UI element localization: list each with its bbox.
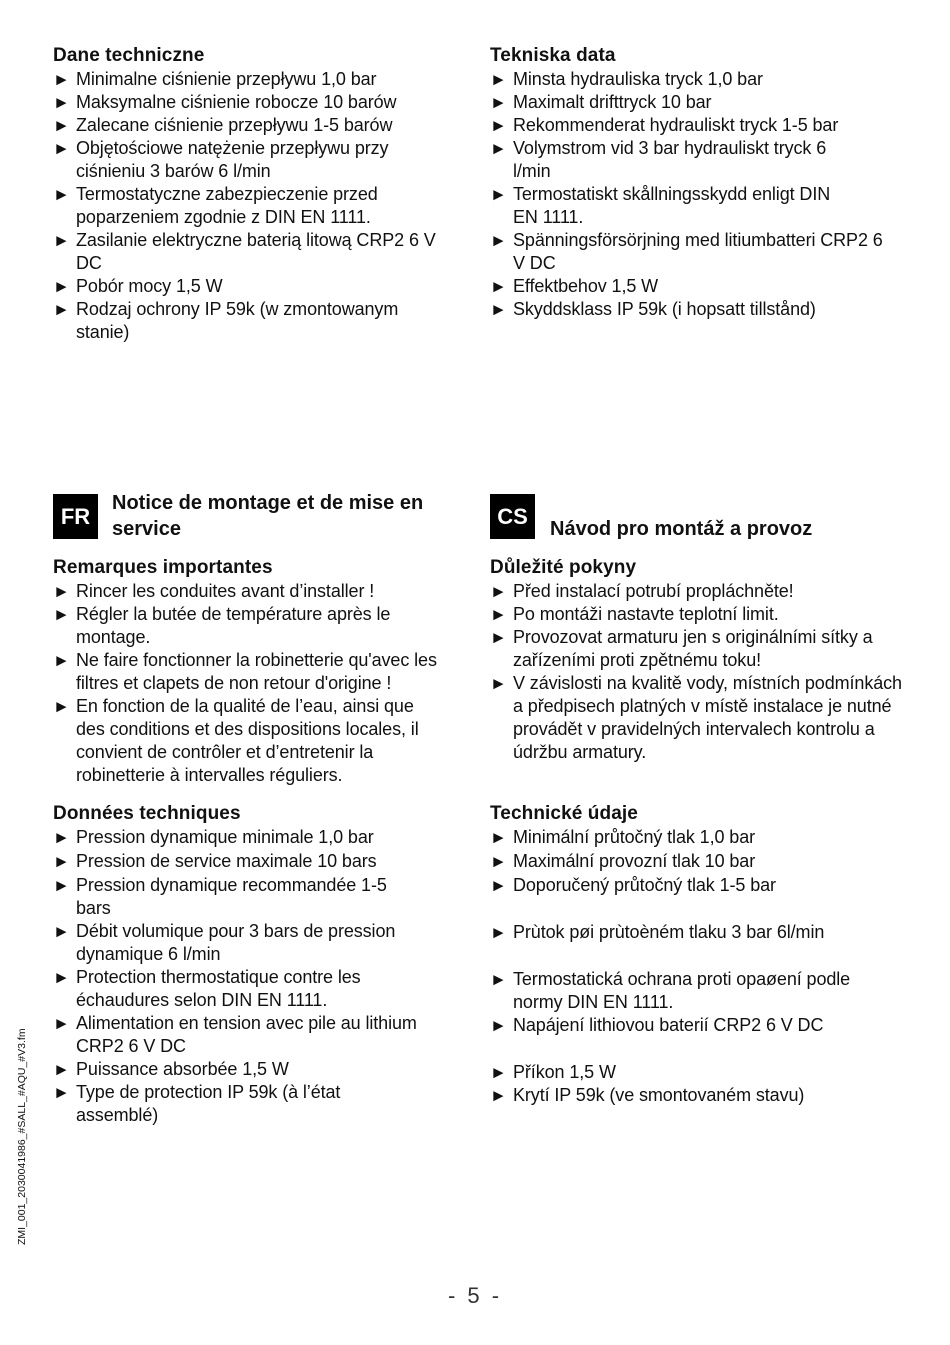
cs-tech-heading: Technické údaje — [490, 803, 638, 824]
list-item: ► Alimentation en tension avec pile au lithium CRP2 6 V DC — [53, 1012, 453, 1058]
pl-technical-data — [53, 44, 448, 344]
list-item: ► Zalecane ciśnienie przepływu 1-5 barów — [53, 114, 448, 137]
sv-tech-heading: Tekniska data — [490, 45, 616, 66]
list-item: ► Krytí IP 59k (ve smontovaném stavu) — [490, 1084, 890, 1107]
cs-important-notes — [490, 556, 902, 764]
fr-notes-heading: Remarques importantes — [53, 557, 273, 578]
list-item: ► Maksymalne ciśnienie robocze 10 barów — [53, 91, 448, 114]
list-item: ► Pression dynamique minimale 1,0 bar — [53, 826, 453, 849]
list-item: ► Skyddsklass IP 59k (i hopsatt tillstånd) — [490, 298, 890, 321]
list-item: ► Maximalt drifttryck 10 bar — [490, 91, 890, 114]
cs-notes-heading: Důležité pokyny — [490, 557, 637, 578]
list-item: ► Pobór mocy 1,5 W — [53, 275, 448, 298]
cs-language-badge: CS — [490, 494, 535, 539]
cs-section-title: Návod pro montáž a provoz — [550, 518, 813, 540]
pl-tech-heading: Dane techniczne — [53, 45, 205, 66]
list-item: ► Volymstrom vid 3 bar hydrauliskt tryck 6 l/min — [490, 137, 858, 183]
list-item: ► Minimální průtočný tlak 1,0 bar — [490, 826, 890, 849]
list-item: ► Type de protection IP 59k (à l’état assemblé) — [53, 1081, 406, 1127]
fr-important-notes — [53, 556, 453, 787]
list-item: ► Rodzaj ochrony IP 59k (w zmontowanym stanie) — [53, 298, 448, 344]
list-item: ► Prùtok pøi prùtoèném tlaku 3 bar 6l/min — [490, 921, 890, 944]
list-item: ► Protection thermostatique contre les échaudures selon DIN EN 1111. — [53, 966, 421, 1012]
list-item: ► Příkon 1,5 W — [490, 1061, 890, 1084]
list-item: ► Puissance absorbée 1,5 W — [53, 1058, 453, 1081]
list-item: ► Rekommenderat hydrauliskt tryck 1-5 bar — [490, 114, 890, 137]
list-item: ► Maximální provozní tlak 10 bar — [490, 850, 890, 873]
cs-technical-data — [490, 802, 890, 1107]
list-item: ► En fonction de la qualité de l’eau, ainsi que des conditions et des dispositions locales, il convient de contrôler et d’entretenir la robinetterie à intervalles réguliers. — [53, 695, 446, 787]
list-item: ► Napájení lithiovou baterií CRP2 6 V DC — [490, 1014, 890, 1037]
list-item: ► Régler la butée de température après le montage. — [53, 603, 431, 649]
list-item: ► Pression dynamique recommandée 1-5 bars — [53, 874, 416, 920]
list-item: ► Po montáži nastavte teplotní limit. — [490, 603, 890, 626]
list-item: ► Termostatická ochrana proti opaøení podle normy DIN EN 1111. — [490, 968, 903, 1014]
document-code: ZMI_001_2030041986_#SALL_#AQU_#V3.fm — [16, 1028, 28, 1245]
list-item: ► Provozovat armaturu jen s originálními sítky a zařízeními proti zpětnému toku! — [490, 626, 883, 672]
list-item: ► Termostatyczne zabezpieczenie przed poparzeniem zgodnie z DIN EN 1111. — [53, 183, 448, 229]
page-number: - 5 - — [447, 1283, 503, 1308]
fr-language-badge: FR — [53, 494, 98, 539]
list-item: ► Pression de service maximale 10 bars — [53, 850, 453, 873]
list-item: ► Termostatiskt skållningsskydd enligt DIN EN 1111. — [490, 183, 853, 229]
list-item: ► Spänningsförsörjning med litiumbatteri CRP2 6 V DC — [490, 229, 883, 275]
list-item: ► Zasilanie elektryczne baterią litową CRP2 6 V DC — [53, 229, 448, 275]
list-item: ► Doporučený průtočný tlak 1-5 bar — [490, 874, 890, 897]
list-item: ► Ne faire fonctionner la robinetterie qu'avec les filtres et clapets de non retour d'origine ! — [53, 649, 453, 695]
list-item: ► Débit volumique pour 3 bars de pression dynamique 6 l/min — [53, 920, 446, 966]
list-item: ► Minsta hydrauliska tryck 1,0 bar — [490, 68, 890, 91]
list-item: ► Minimalne ciśnienie przepływu 1,0 bar — [53, 68, 448, 91]
sv-technical-data — [490, 44, 890, 321]
fr-technical-data — [53, 802, 453, 1127]
list-item: ► Objętościowe natężenie przepływu przy ciśnieniu 3 barów 6 l/min — [53, 137, 448, 183]
list-item: ► V závislosti na kvalitě vody, místních podmínkách a předpisech platných v místě instalace je nutné provádět v pravidelných intervalech kontrolu a údržbu armatury. — [490, 672, 903, 764]
fr-tech-heading: Données techniques — [53, 803, 241, 824]
list-item: ► Rincer les conduites avant d’installer ! — [53, 580, 453, 603]
list-item: ► Před instalací potrubí propláchněte! — [490, 580, 890, 603]
fr-section-title: Notice de montage et de mise en service — [112, 492, 424, 540]
list-item: ► Effektbehov 1,5 W — [490, 275, 890, 298]
